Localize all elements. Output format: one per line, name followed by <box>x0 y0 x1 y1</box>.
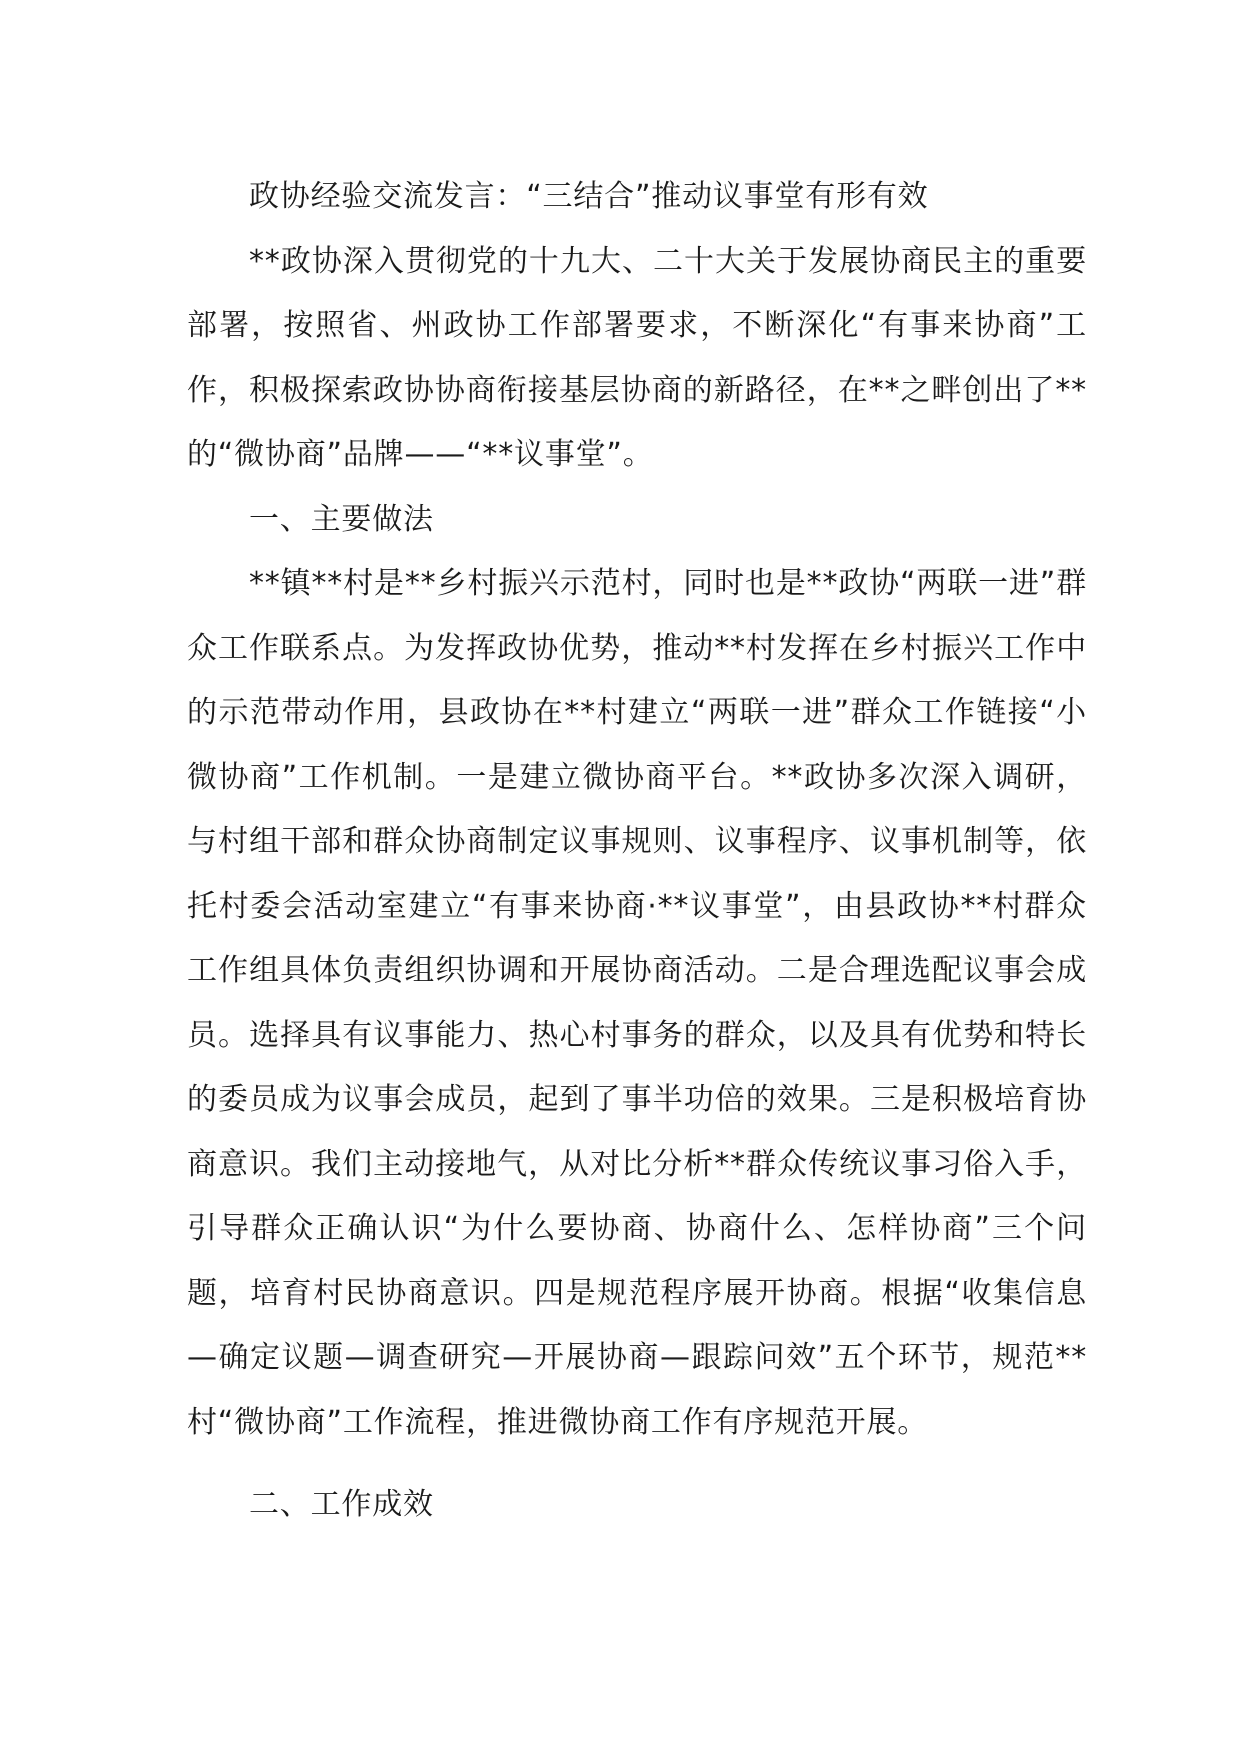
document-body <box>187 165 1087 1538</box>
section-heading-results: 二、工作成效 <box>249 1487 434 1522</box>
intro-paragraph: **政协深入贯彻党的十九大、二十大关于发展协商民主的重要部署，按照省、州政协工作部署要求，不断深化“有事来协商”工作，积极探索政协协商衔接基层协商的新路径，在**之畔创出了**的“微协商”品牌——“**议事堂”。 <box>187 243 1087 472</box>
section-heading-main-practices: 一、主要做法 <box>249 501 434 537</box>
main-practices-paragraph: **镇**村是**乡村振兴示范村，同时也是**政协“两联一进”群众工作联系点。为发挥政协优势，推动**村发挥在乡村振兴工作中的示范带动作用，县政协在**村建立“两联一进”群众工作链接“小微协商”工作机制。一是建立微协商平台。**政协多次深入调研，与村组干部和群众协商制定议事规则、议事程序、议事机制等，依托村委会活动室建立“有事来协商·**议事堂”，由县政协**村群众工作组具体负责组织协调和开展协商活动。二是合理选配议事会成员。选择具有议事能力、热心村事务的群众，以及具有优势和特长的委员成为议事会成员，起到了事半功倍的效果。三是积极培育协商意识。我们主动接地气，从对比分析**群众传统议事习俗入手，引导群众正确认识“为什么要协商、协商什么、怎样协商”三个问题，培育村民协商意识。四是规范程序展开协商。根据“收集信息—确定议题—调查研究—开展协商—跟踪问效”五个环节，规范**村“微协商”工作流程，推进微协商工作有序规范开展。 <box>187 566 1087 1440</box>
document-title: 政协经验交流发言：“三结合”推动议事堂有形有效 <box>249 179 929 214</box>
